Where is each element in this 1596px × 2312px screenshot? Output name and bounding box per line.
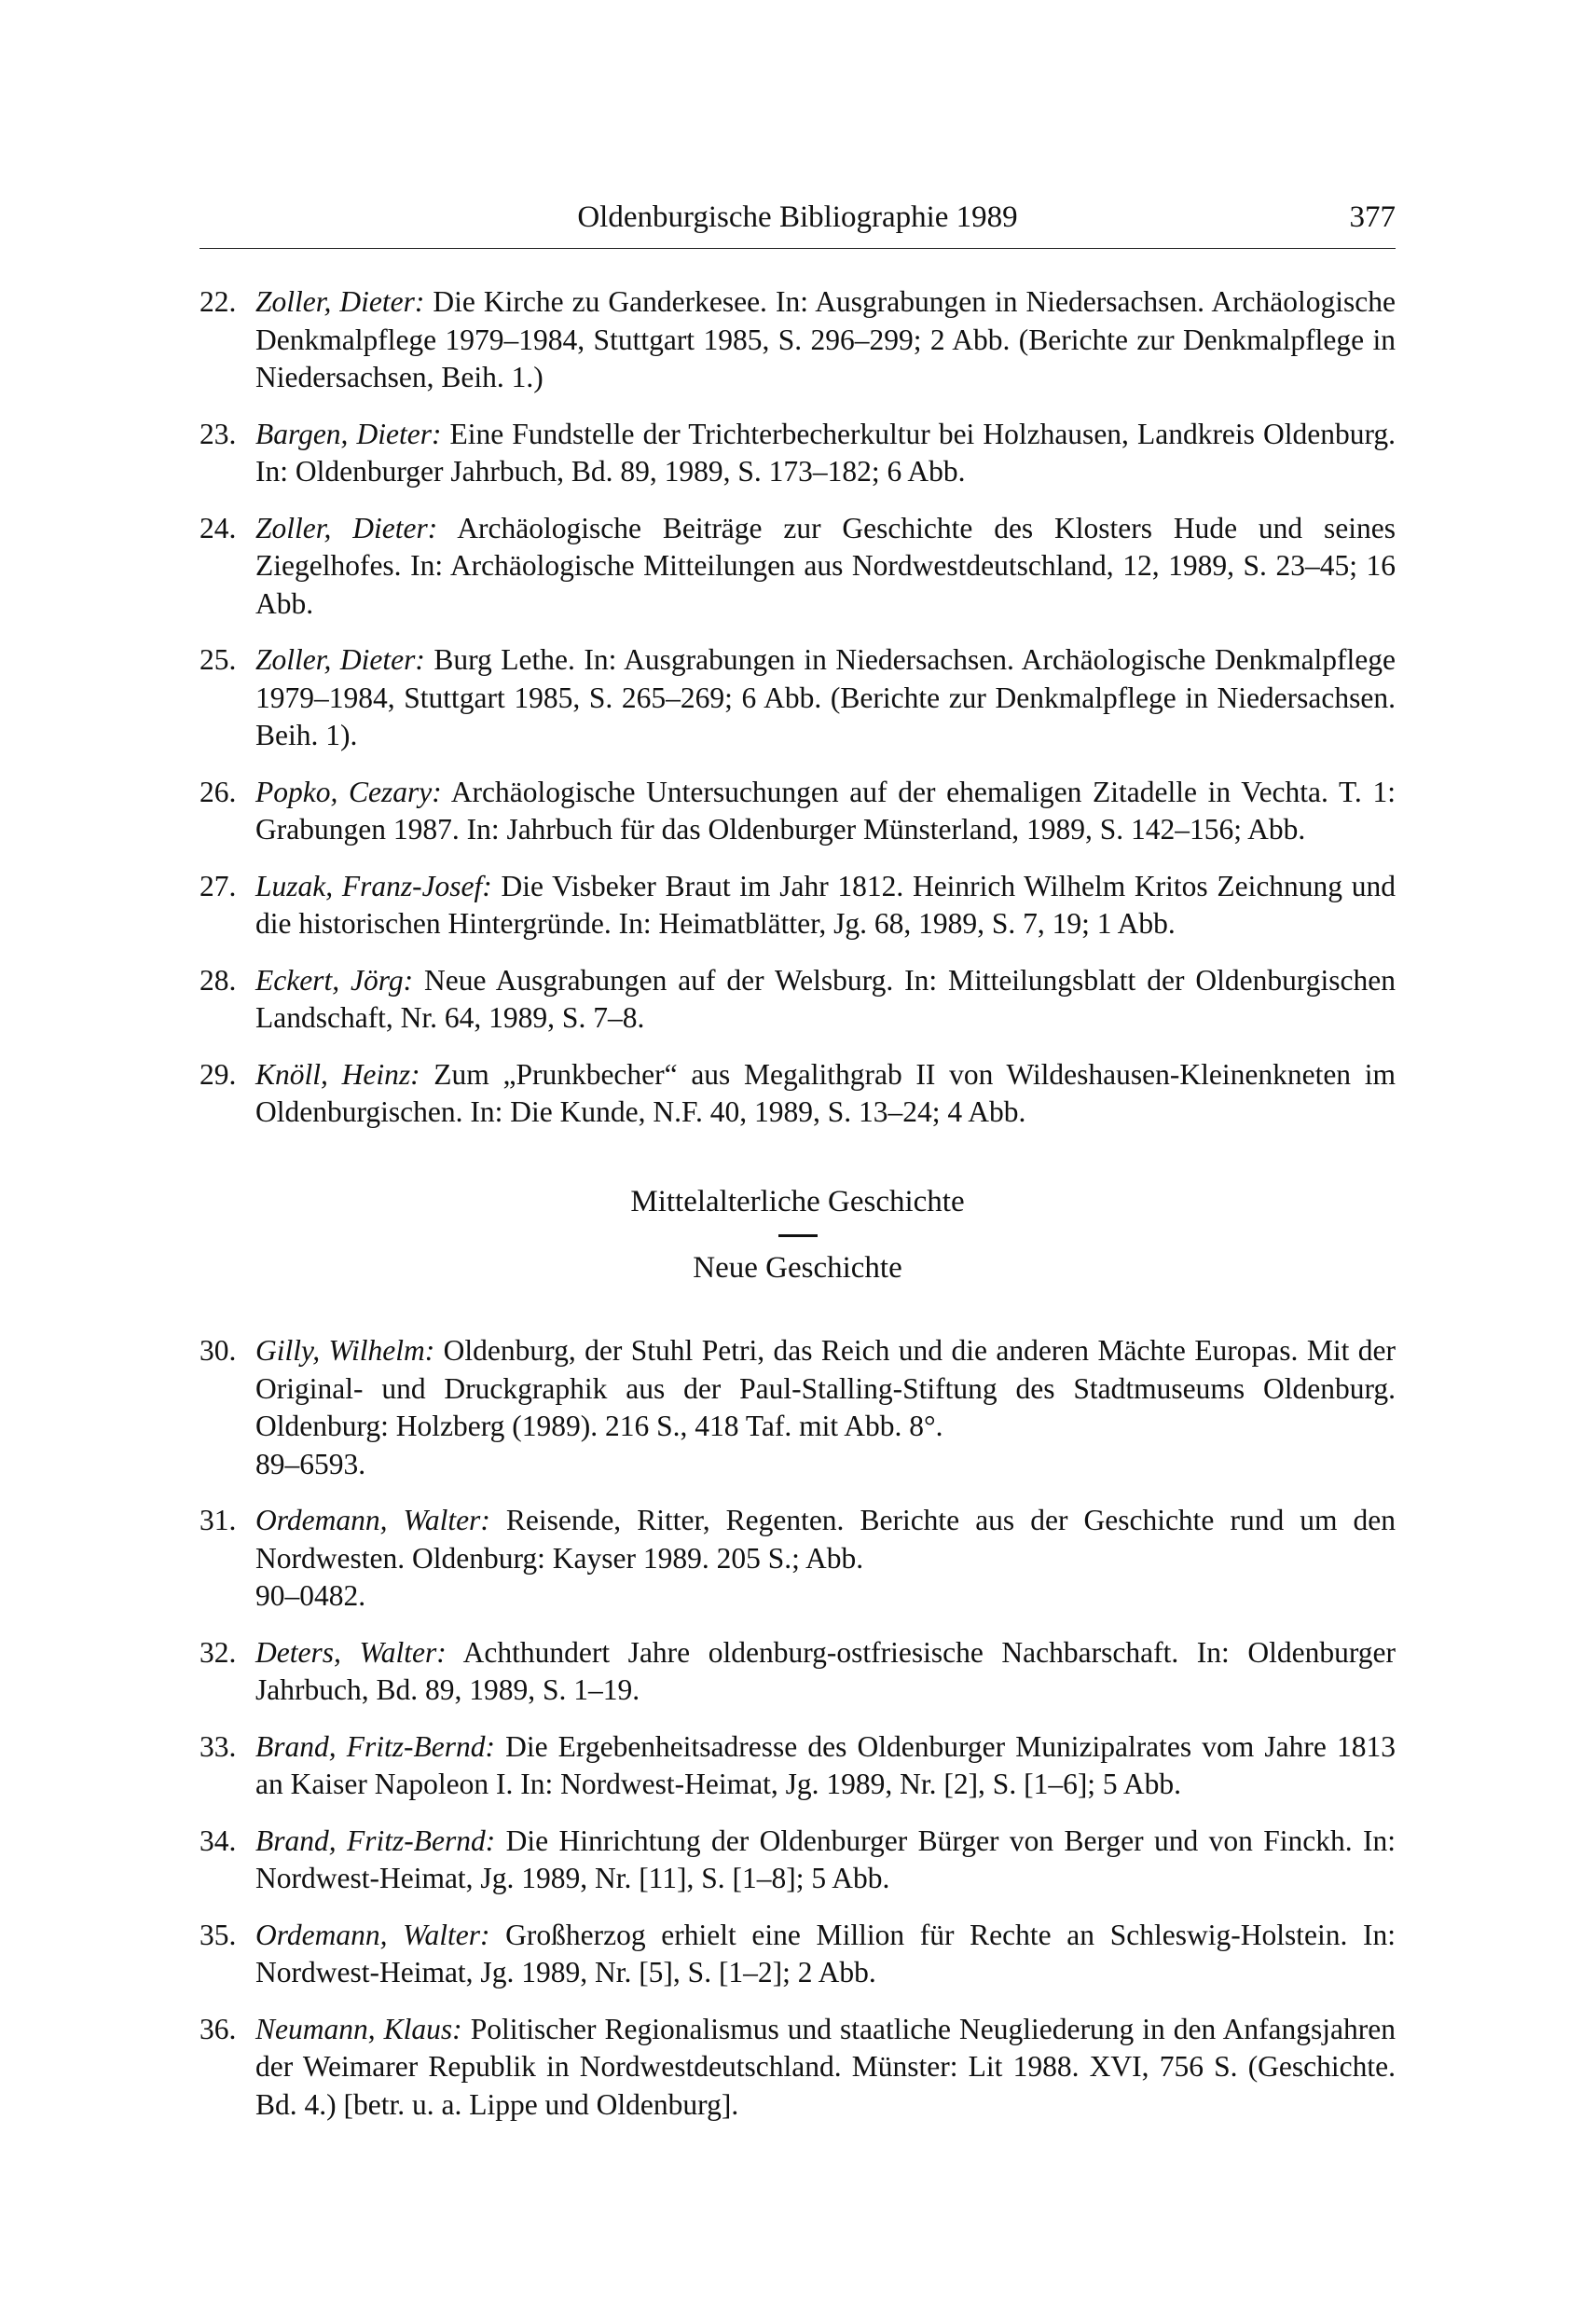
running-title: Oldenburgische Bibliographie 1989 bbox=[577, 200, 1018, 234]
entry-citation: Die Kirche zu Ganderkesee. In: Ausgrabungen in Niedersachsen. Archäologische Denkmalpflege 1979–1984, Stuttgart 1985, S. 296–299; 2 Abb. (Berichte zur Denkmalpflege in Niedersachsen, Beih. 1.) bbox=[255, 285, 1396, 393]
entry-citation: Politischer Regionalismus und staatliche Neugliederung in den Anfangsjahren der Weimarer Republik in Nordwestdeutschland. Münster: Lit 1988. XVI, 756 S. (Geschichte. Bd. 4.) [betr. u. a. Lippe und Oldenburg]. bbox=[255, 2012, 1396, 2121]
entry-text bbox=[255, 1332, 1396, 1483]
entry-citation: Burg Lethe. In: Ausgrabungen in Niedersachsen. Archäologische Denkmalpflege 1979–1984, Stuttgart 1985, S. 265–269; 6 Abb. (Berichte zur Denkmalpflege in Niedersachsen. Beih. 1). bbox=[255, 643, 1396, 751]
entry-text bbox=[255, 416, 1396, 491]
entry-number: 36. bbox=[200, 2012, 237, 2045]
entry-citation: Die Hinrichtung der Oldenburger Bürger von Berger und von Finckh. In: Nordwest-Heimat, Jg. 1989, Nr. [11], S. [1–8]; 5 Abb. bbox=[255, 1823, 1396, 1894]
section-heading-medieval: Mittelalterliche Geschichte bbox=[630, 1185, 965, 1218]
entry-author: Popko, Cezary: bbox=[255, 775, 442, 808]
bibliography-entry-22 bbox=[200, 283, 1396, 397]
entry-citation: Die Ergebenheitsadresse des Oldenburger Munizipalrates vom Jahre 1813 an Kaiser Napoleon I. In: Nordwest-Heimat, Jg. 1989, Nr. [2], S. [1–6]; 5 Abb. bbox=[255, 1729, 1396, 1800]
entry-shelfmark: 89–6593. bbox=[255, 1447, 366, 1480]
entry-number: 25. bbox=[200, 643, 237, 676]
entry-text bbox=[255, 962, 1396, 1038]
entry-text bbox=[255, 1823, 1396, 1898]
entry-text bbox=[255, 1728, 1396, 1804]
entry-author: Brand, Fritz-Bernd: bbox=[255, 1823, 496, 1857]
entry-number: 28. bbox=[200, 963, 237, 997]
entry-number: 33. bbox=[200, 1729, 237, 1763]
entry-citation: Achthundert Jahre oldenburg-ostfriesische Nachbarschaft. In: Oldenburger Jahrbuch, Bd. 89, 1989, S. 1–19. bbox=[255, 1635, 1396, 1706]
bibliography-entry-33 bbox=[200, 1728, 1396, 1804]
entry-text bbox=[255, 1634, 1396, 1710]
entry-text bbox=[255, 1502, 1396, 1616]
entry-author: Eckert, Jörg: bbox=[255, 963, 414, 997]
entry-author: Luzak, Franz-Josef: bbox=[255, 869, 492, 902]
bibliography-entry-29 bbox=[200, 1056, 1396, 1132]
running-head bbox=[200, 194, 1396, 241]
bibliography-entry-25 bbox=[200, 641, 1396, 755]
entry-citation: Neue Ausgrabungen auf der Welsburg. In: Mitteilungsblatt der Oldenburgischen Landschaft, Nr. 64, 1989, S. 7–8. bbox=[255, 963, 1396, 1034]
entry-text bbox=[255, 1056, 1396, 1132]
entry-author: Zoller, Dieter: bbox=[255, 643, 425, 676]
bibliography-entry-31 bbox=[200, 1502, 1396, 1616]
entry-citation: Reisende, Ritter, Regenten. Berichte aus der Geschichte rund um den Nordwesten. Oldenburg: Kayser 1989. 205 S.; Abb. bbox=[255, 1504, 1396, 1575]
entry-citation: Eine Fundstelle der Trichterbecherkultur bei Holzhausen, Landkreis Oldenburg. In: Oldenburger Jahrbuch, Bd. 89, 1989, S. 173–182; 6 Abb. bbox=[255, 417, 1396, 488]
entry-citation: Archäologische Untersuchungen auf der ehemaligen Zitadelle in Vechta. T. 1: Grabungen 1987. In: Jahrbuch für das Oldenburger Münsterland, 1989, S. 142–156; Abb. bbox=[255, 775, 1396, 846]
entry-list-archaeology bbox=[200, 283, 1396, 1150]
bibliography-entry-26 bbox=[200, 774, 1396, 849]
entry-text bbox=[255, 774, 1396, 849]
entry-author: Zoller, Dieter: bbox=[255, 511, 438, 544]
entry-number: 32. bbox=[200, 1635, 237, 1669]
bibliography-entry-23 bbox=[200, 416, 1396, 491]
entry-author: Gilly, Wilhelm: bbox=[255, 1334, 435, 1367]
entry-author: Ordemann, Walter: bbox=[255, 1918, 490, 1951]
bibliography-entry-24 bbox=[200, 510, 1396, 624]
entry-text bbox=[255, 2011, 1396, 2125]
section-divider bbox=[778, 1234, 818, 1237]
bibliography-entry-36 bbox=[200, 2011, 1396, 2125]
entry-author: Neumann, Klaus: bbox=[255, 2012, 462, 2045]
bibliography-entry-32 bbox=[200, 1634, 1396, 1710]
entry-number: 29. bbox=[200, 1057, 237, 1091]
entry-number: 23. bbox=[200, 417, 237, 450]
entry-number: 26. bbox=[200, 775, 237, 808]
entry-text bbox=[255, 1917, 1396, 1992]
page-number: 377 bbox=[1349, 200, 1396, 234]
entry-author: Bargen, Dieter: bbox=[255, 417, 442, 450]
entry-number: 27. bbox=[200, 869, 237, 902]
bibliography-entry-28 bbox=[200, 962, 1396, 1038]
bibliography-entry-27 bbox=[200, 868, 1396, 943]
entry-text bbox=[255, 641, 1396, 755]
entry-author: Ordemann, Walter: bbox=[255, 1504, 490, 1536]
entry-citation: Großherzog erhielt eine Million für Rechte an Schleswig-Holstein. In: Nordwest-Heimat, Jg. 1989, Nr. [5], S. [1–2]; 2 Abb. bbox=[255, 1918, 1396, 1989]
header-rule bbox=[200, 248, 1396, 249]
entry-list-modern-history bbox=[200, 1332, 1396, 2142]
entry-text bbox=[255, 868, 1396, 943]
entry-author: Deters, Walter: bbox=[255, 1635, 447, 1669]
entry-number: 30. bbox=[200, 1334, 237, 1367]
entry-number: 34. bbox=[200, 1823, 237, 1857]
entry-shelfmark: 90–0482. bbox=[255, 1579, 366, 1612]
entry-text bbox=[255, 510, 1396, 624]
bibliography-entry-34 bbox=[200, 1823, 1396, 1898]
entry-author: Knöll, Heinz: bbox=[255, 1057, 420, 1091]
entry-text bbox=[255, 283, 1396, 397]
entry-citation: Archäologische Beiträge zur Geschichte des Klosters Hude und seines Ziegelhofes. In: Archäologische Mitteilungen aus Nordwestdeutschland, 12, 1989, S. 23–45; 16 Abb. bbox=[255, 511, 1396, 620]
entry-number: 31. bbox=[200, 1504, 237, 1536]
entry-citation: Die Visbeker Braut im Jahr 1812. Heinrich Wilhelm Kritos Zeichnung und die historischen Hintergründe. In: Heimatblätter, Jg. 68, 1989, S. 7, 19; 1 Abb. bbox=[255, 869, 1396, 940]
bibliography-entry-35 bbox=[200, 1917, 1396, 1992]
entry-author: Zoller, Dieter: bbox=[255, 285, 425, 318]
section-heading-modern: Neue Geschichte bbox=[693, 1251, 902, 1285]
entry-number: 22. bbox=[200, 285, 237, 318]
entry-number: 35. bbox=[200, 1918, 237, 1951]
bibliography-entry-30 bbox=[200, 1332, 1396, 1483]
entry-number: 24. bbox=[200, 511, 237, 544]
entry-citation: Oldenburg, der Stuhl Petri, das Reich und die anderen Mächte Europas. Mit der Original- und Druckgraphik aus der Paul-Stalling-Stiftung des Stadtmuseums Oldenburg. Oldenburg: Holzberg (1989). 216 S., 418 Taf. mit Abb. 8°. bbox=[255, 1334, 1396, 1442]
entry-citation: Zum „Prunkbecher“ aus Megalithgrab II von Wildeshausen-Kleinenkneten im Oldenburgischen. In: Die Kunde, N.F. 40, 1989, S. 13–24; 4 Abb. bbox=[255, 1057, 1396, 1128]
entry-author: Brand, Fritz-Bernd: bbox=[255, 1729, 495, 1763]
